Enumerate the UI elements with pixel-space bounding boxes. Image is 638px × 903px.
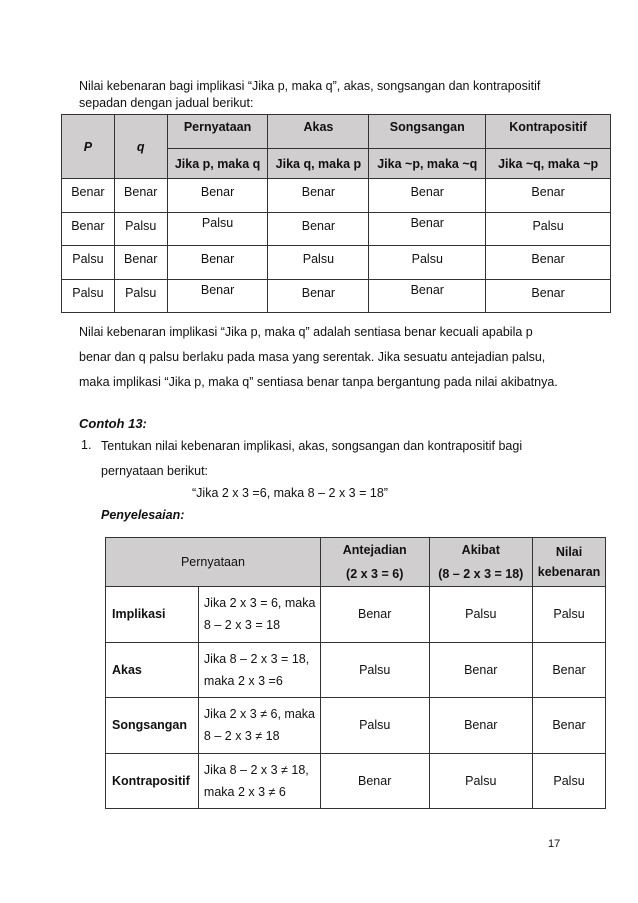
cell-pernyataan: Palsu <box>167 212 268 246</box>
row-akibat: Benar <box>429 642 533 698</box>
explanation-line-1: Nilai kebenaran implikasi “Jika p, maka q” adalah sentiasa benar kecuali apabila p <box>79 325 533 339</box>
row-statement: Jika 2 x 3 = 6, maka 8 – 2 x 3 = 18 <box>198 587 320 643</box>
row-nilai: Palsu <box>533 587 606 643</box>
row-statement: Jika 2 x 3 ≠ 6, maka 8 – 2 x 3 ≠ 18 <box>198 698 320 754</box>
explanation-line-3: maka implikasi “Jika p, maka q” sentiasa benar tanpa bergantung pada nilai akibatnya. <box>79 375 558 389</box>
subheader-songsangan: Jika ~p, maka ~q <box>369 149 486 179</box>
cell-pernyataan: Benar <box>167 179 268 213</box>
intro-line-1: Nilai kebenaran bagi implikasi “Jika p, maka q”, akas, songsangan dan kontrapositif <box>79 79 541 93</box>
cell-kontrapositif: Benar <box>486 179 611 213</box>
row-nilai: Benar <box>533 698 606 754</box>
solution-row <box>106 587 606 643</box>
solution-table <box>105 537 606 809</box>
truth-table-row <box>62 179 611 213</box>
truth-table-row <box>62 246 611 280</box>
solution-row <box>106 698 606 754</box>
question-line-2: pernyataan berikut: <box>101 464 209 478</box>
explanation-paragraph <box>79 320 579 395</box>
explanation-line-2: benar dan q palsu berlaku pada masa yang serentak. Jika sesuatu antejadian palsu, <box>79 350 546 364</box>
cell-akas: Benar <box>268 212 369 246</box>
t2-header-nilai: Nilai kebenaran <box>533 538 606 587</box>
row-nilai: Palsu <box>533 753 606 809</box>
truth-table-row <box>62 212 611 246</box>
intro-line-2: sepadan dengan jadual berikut: <box>79 96 254 110</box>
row-ante: Palsu <box>320 642 429 698</box>
row-type: Implikasi <box>106 587 199 643</box>
cell-p: Benar <box>62 212 115 246</box>
header-p: P <box>62 115 115 179</box>
cell-q: Palsu <box>114 279 167 313</box>
cell-q: Benar <box>114 179 167 213</box>
row-nilai: Benar <box>533 642 606 698</box>
page-number: 17 <box>548 838 561 850</box>
cell-songsangan: Benar <box>369 212 486 246</box>
solution-label: Penyelesaian: <box>101 508 185 522</box>
t2-header-akibat: Akibat (8 – 2 x 3 = 18) <box>429 538 533 587</box>
header-q: q <box>114 115 167 179</box>
question-number: 1. <box>81 438 92 452</box>
solution-row <box>106 642 606 698</box>
t2-header-pernyataan: Pernyataan <box>106 538 321 587</box>
row-type: Songsangan <box>106 698 199 754</box>
row-ante: Benar <box>320 753 429 809</box>
intro-paragraph <box>79 78 579 112</box>
cell-akas: Palsu <box>268 246 369 280</box>
row-akibat: Palsu <box>429 753 533 809</box>
solution-row <box>106 753 606 809</box>
cell-songsangan: Benar <box>369 179 486 213</box>
cell-songsangan: Palsu <box>369 246 486 280</box>
truth-table <box>61 114 611 313</box>
row-akibat: Palsu <box>429 587 533 643</box>
cell-akas: Benar <box>268 179 369 213</box>
cell-kontrapositif: Palsu <box>486 212 611 246</box>
subheader-pernyataan: Jika p, maka q <box>167 149 268 179</box>
cell-p: Palsu <box>62 246 115 280</box>
header-kontrapositif: Kontrapositif <box>486 115 611 149</box>
cell-p: Benar <box>62 179 115 213</box>
header-songsangan: Songsangan <box>369 115 486 149</box>
row-akibat: Benar <box>429 698 533 754</box>
header-akas: Akas <box>268 115 369 149</box>
row-type: Kontrapositif <box>106 753 199 809</box>
cell-songsangan: Benar <box>369 279 486 313</box>
t2-header-antejadian: Antejadian (2 x 3 = 6) <box>320 538 429 587</box>
example-title: Contoh 13: <box>79 416 147 431</box>
subheader-kontrapositif: Jika ~q, maka ~p <box>486 149 611 179</box>
cell-kontrapositif: Benar <box>486 279 611 313</box>
question-line-1: Tentukan nilai kebenaran implikasi, akas, songsangan dan kontrapositif bagi <box>101 439 523 453</box>
cell-q: Benar <box>114 246 167 280</box>
row-statement: Jika 8 – 2 x 3 = 18, maka 2 x 3 =6 <box>198 642 320 698</box>
statement: “Jika 2 x 3 =6, maka 8 – 2 x 3 = 18” <box>192 486 388 500</box>
subheader-akas: Jika q, maka p <box>268 149 369 179</box>
cell-q: Palsu <box>114 212 167 246</box>
cell-pernyataan: Benar <box>167 246 268 280</box>
question-text <box>101 434 571 484</box>
row-ante: Benar <box>320 587 429 643</box>
row-type: Akas <box>106 642 199 698</box>
header-pernyataan: Pernyataan <box>167 115 268 149</box>
cell-akas: Benar <box>268 279 369 313</box>
cell-p: Palsu <box>62 279 115 313</box>
row-ante: Palsu <box>320 698 429 754</box>
row-statement: Jika 8 – 2 x 3 ≠ 18, maka 2 x 3 ≠ 6 <box>198 753 320 809</box>
truth-table-row <box>62 279 611 313</box>
cell-pernyataan: Benar <box>167 279 268 313</box>
cell-kontrapositif: Benar <box>486 246 611 280</box>
